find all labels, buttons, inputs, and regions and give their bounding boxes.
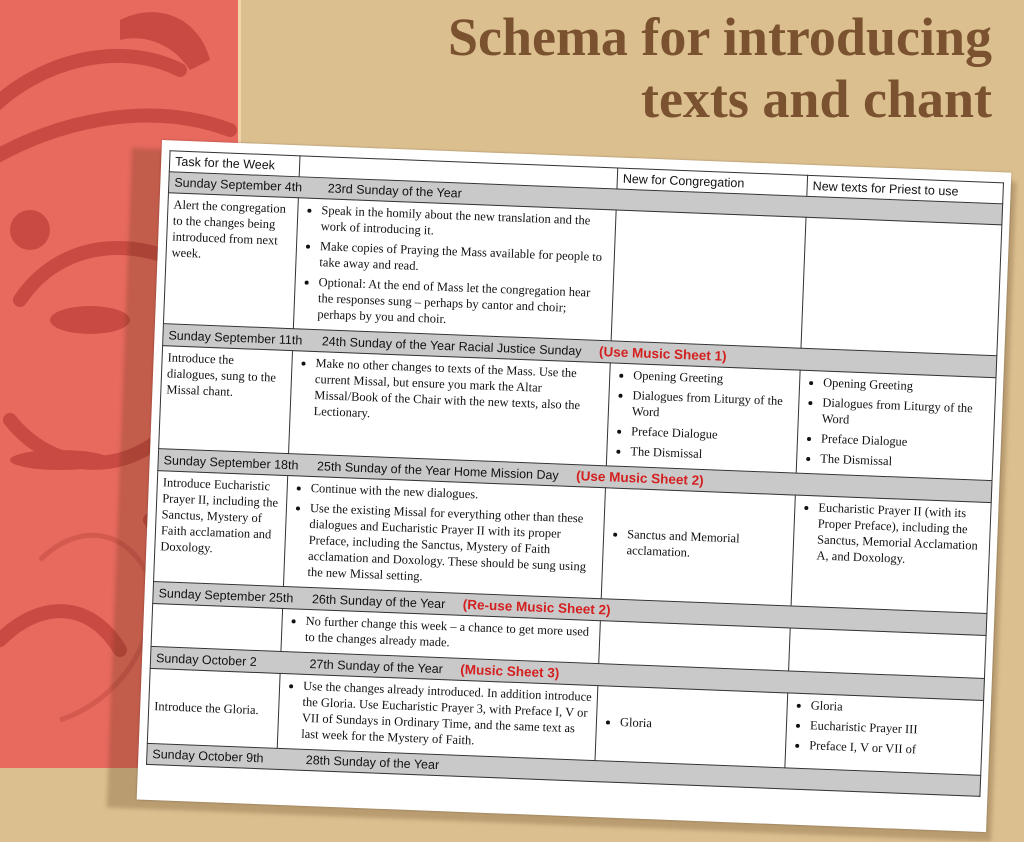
music-sheet-label: (Music Sheet 3) xyxy=(460,661,560,681)
week-sunday: 25th Sunday of the Year Home Mission Day xyxy=(316,459,559,483)
actions-cell xyxy=(283,476,605,599)
task-cell: Introduce Eucharistic Prayer II, including the Sanctus, Mystery of Faith acclamation and Doxology. xyxy=(154,471,288,587)
week-sunday: 28th Sunday of the Year xyxy=(305,752,440,773)
week-date: Sunday October 9th xyxy=(152,747,264,766)
priest-item: • Dialogues from Liturgy of the Word xyxy=(821,395,989,433)
congregation-item: • Sanctus and Memorial acclamation. xyxy=(626,526,788,564)
week-sunday: 26th Sunday of the Year xyxy=(311,592,446,612)
action-item: • Speak in the homily about the new translation and the work of introducing it. xyxy=(321,202,611,245)
action-item: • Optional: At the end of Mass let the congregation hear the responses sung – perhaps by cantor and choir; perhaps by you and choir. xyxy=(317,274,608,333)
congregation-cell xyxy=(611,210,806,348)
priest-item: • Eucharistic Prayer III xyxy=(810,717,977,739)
week-date: Sunday September 4th xyxy=(174,175,303,195)
congregation-item: • Opening Greeting xyxy=(633,367,794,389)
header-task: Task for the Week xyxy=(169,151,300,177)
week-date: Sunday September 11th xyxy=(168,328,303,348)
music-sheet-label: (Use Music Sheet 2) xyxy=(575,468,704,489)
week-date: Sunday September 25th xyxy=(158,586,294,606)
priest-item: • Gloria xyxy=(810,697,977,719)
priest-cell xyxy=(791,495,991,613)
schedule-table xyxy=(146,150,1004,797)
action-item: • Use the changes already introduced. In addition introduce the Gloria. Use Eucharistic Prayer 3, with Preface I, V or VII of Sundays in Ordinary Time, and the same text as last week for the Mystery of Faith. xyxy=(301,678,592,753)
congregation-item: • The Dismissal xyxy=(630,443,791,465)
schedule-sheet xyxy=(137,140,1012,832)
congregation-cell xyxy=(606,363,800,473)
priest-cell xyxy=(801,217,1002,355)
week-sunday: 27th Sunday of the Year xyxy=(309,657,444,677)
action-item: • Use the existing Missal for everything other than these dialogues and Eucharistic Prayer II with its proper Preface, including the Sanctus, Mystery of Faith acclamation and Doxology. These should be sung using the new Missal setting. xyxy=(307,500,599,591)
priest-cell xyxy=(789,628,987,678)
priest-item: • Preface Dialogue xyxy=(821,431,988,453)
title-line-1: Schema for introducing xyxy=(447,7,992,67)
priest-item: • Opening Greeting xyxy=(823,375,990,397)
week-date: Sunday October 2 xyxy=(155,651,258,670)
page-title xyxy=(292,6,992,130)
music-sheet-label: (Re-use Music Sheet 2) xyxy=(462,596,611,618)
action-item: • No further change this week – a chance to get more used to the changes already made. xyxy=(305,613,595,656)
header-congregation: New for Congregation xyxy=(617,168,808,196)
congregation-item: • Gloria xyxy=(620,714,781,736)
action-item: • Continue with the new dialogues. xyxy=(310,480,599,507)
congregation-cell xyxy=(599,621,791,671)
task-cell: Alert the congregation to the changes being introduced from next week. xyxy=(163,193,298,329)
actions-cell xyxy=(293,198,616,341)
priest-cell xyxy=(796,370,996,480)
priest-cell xyxy=(785,693,984,775)
action-item: • Make no other changes to texts of the Mass. Use the current Missal, but ensure you mark the Altar Missal/Book of the Chair with the new texts, also the Lectionary. xyxy=(313,355,604,430)
congregation-cell xyxy=(601,488,795,606)
task-cell: Introduce the Gloria. xyxy=(147,668,280,748)
week-sunday: 24th Sunday of the Year Racial Justice Sunday xyxy=(321,334,582,359)
header-priest: New texts for Priest to use xyxy=(807,175,1004,204)
task-cell: Introduce the dialogues, sung to the Missal chant. xyxy=(159,346,293,454)
week-date: Sunday September 18th xyxy=(163,453,299,473)
task-cell xyxy=(151,603,283,651)
priest-item: • Preface I, V or VII of xyxy=(809,737,976,759)
title-line-2: texts and chant xyxy=(640,69,992,129)
music-sheet-label: (Use Music Sheet 1) xyxy=(598,343,727,364)
congregation-item: • Dialogues from Liturgy of the Word xyxy=(632,387,794,425)
week-sunday: 23rd Sunday of the Year xyxy=(327,181,463,201)
congregation-cell xyxy=(595,686,788,768)
actions-cell xyxy=(289,351,611,466)
action-item: • Make copies of Praying the Mass available for people to take away and read. xyxy=(319,238,609,281)
actions-cell xyxy=(277,673,598,760)
priest-item: • Eucharistic Prayer II (with its Proper Preface), including the Sanctus, Memorial Acclamation A, and Doxology. xyxy=(816,499,985,569)
priest-item: • The Dismissal xyxy=(820,451,987,473)
congregation-item: • Preface Dialogue xyxy=(631,423,792,445)
